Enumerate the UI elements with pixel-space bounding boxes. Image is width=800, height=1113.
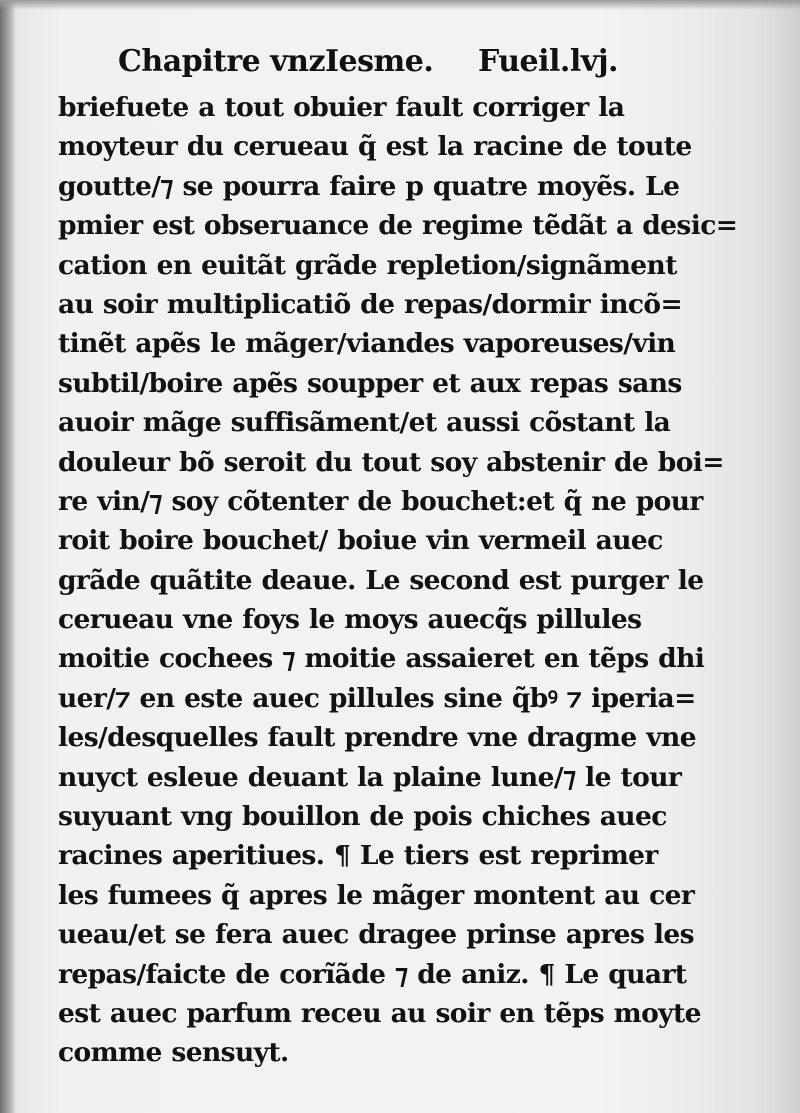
text-line: cation en euitãt grãde repletion/signãment [58, 249, 677, 281]
text-line: pmier est obseruance de regime tẽdãt a desic= [58, 210, 738, 242]
folio-number: Fueil.lvj. [477, 44, 618, 79]
text-line: est auec parfum receu au soir en tẽps moyte [58, 997, 701, 1029]
text-line: comme sensuyt. [58, 1037, 289, 1069]
text-line: re vin/⁊ soy cõtenter de bouchet:et q̃ ne pour [58, 485, 703, 517]
text-line: moyteur du cerueau q̃ est la racine de toute [58, 131, 692, 163]
text-line: moitie cochees ⁊ moitie assaieret en tẽps dhi [58, 643, 705, 675]
text-line: briefuete a tout obuier fault corriger la [58, 92, 625, 123]
body-text [58, 88, 738, 1073]
text-line: suyuant vng bouillon de pois chiches auec [58, 801, 667, 833]
chapter-heading: Chapitre vnzIesme. [118, 44, 434, 79]
text-line: les fumees q̃ apres le mãger montent au cer [58, 879, 695, 911]
text-line: tinẽt apẽs le mãger/viandes vaporeuses/vin [58, 328, 676, 360]
text-line: roit boire bouchet/ boiue vin vermeil auec [58, 525, 663, 557]
text-line: grãde quãtite deaue. Le second est purger le [58, 564, 704, 596]
text-line: ueau/et se fera auec dragee prinse apres les [58, 919, 694, 951]
text-line: goutte/⁊ se pourra faire p quatre moyẽs. Le [58, 170, 680, 202]
text-line: au soir multiplicatiõ de repas/dormir incõ= [58, 288, 683, 320]
text-line: les/desquelles fault prendre vne dragme vne [58, 722, 696, 754]
gutter-shadow [0, 0, 16, 1113]
text-line: uer/⁊ en este auec pillules sine q̃bꝰ ⁊ iperia= [58, 682, 696, 714]
text-line: racines aperitiues. ¶ Le tiers est reprimer [58, 840, 658, 872]
text-line: auoir mãge suffisãment/et aussi cõstant la [58, 407, 671, 439]
running-header [118, 38, 618, 88]
text-line: douleur bõ seroit du tout soy abstenir de boi= [58, 446, 724, 478]
text-line: nuyct esleue deuant la plaine lune/⁊ le tour [58, 761, 682, 793]
top-edge-shadow [0, 0, 800, 10]
text-line: repas/faicte de corĩãde ⁊ de aniz. ¶ Le quart [58, 958, 687, 990]
text-line: cerueau vne foys le moys auecq̃s pillules [58, 604, 642, 636]
text-line: subtil/boire apẽs soupper et aux repas sans [58, 367, 682, 399]
